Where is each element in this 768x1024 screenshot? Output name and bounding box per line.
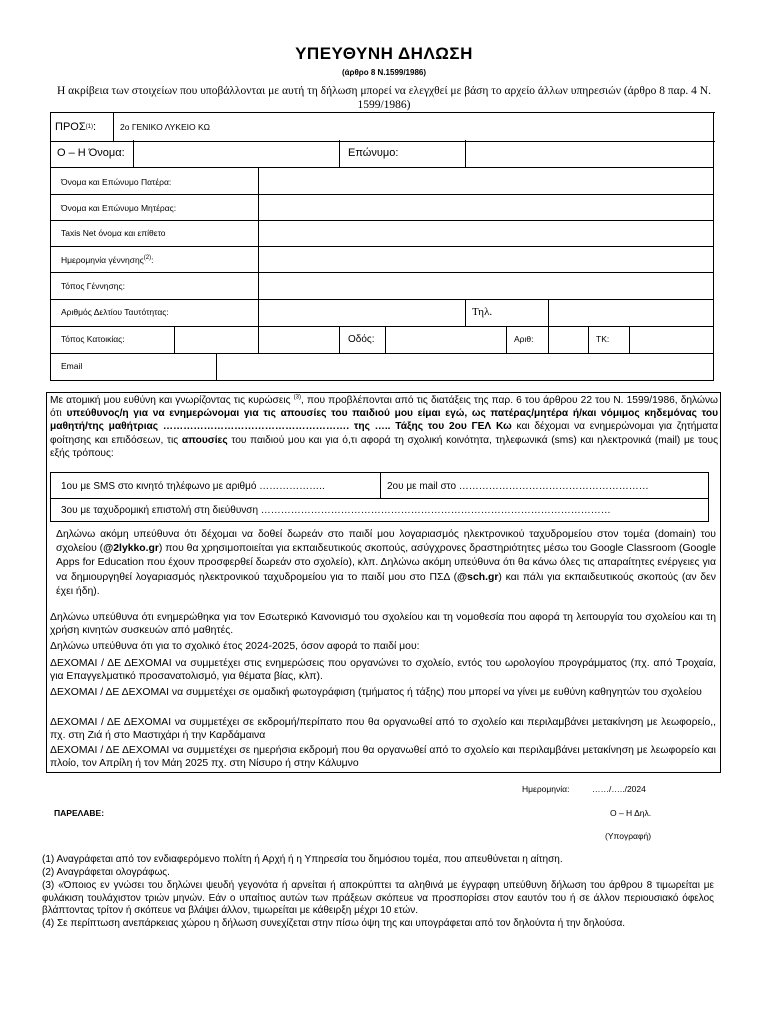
- contact-sms[interactable]: 1ου με SMS στο κινητό τηλέφωνο με αριθμό ………………..: [61, 481, 325, 492]
- footnote-4: (4) Σε περίπτωση ανεπάρκειας χώρου η δήλωση συνεχίζεται στην πίσω όψη της και υπογράφεται από τον δηλούντα ή την δηλούσα.: [42, 918, 626, 929]
- details-block: [50, 168, 714, 381]
- residence-input[interactable]: [175, 327, 339, 353]
- contact-methods-box: [50, 472, 709, 522]
- year-statement: Δηλώνω υπεύθυνα ότι για το σχολικό έτος 2024-2025, όσον αφορά το παιδί μου:: [50, 641, 420, 652]
- bottom-border-line: [46, 772, 721, 773]
- surname-input[interactable]: [466, 140, 714, 167]
- pros-label: ΠΡΟΣ (1) :: [51, 113, 114, 141]
- birthdate-label: Ημερομηνία γέννησης$^{(2)}$:: [61, 255, 154, 265]
- phone-input[interactable]: [549, 300, 714, 326]
- contact-post[interactable]: 3ου με ταχυδρομική επιστολή στη διεύθυνση ……………………………………………………………………………………………: [61, 505, 611, 516]
- street-input[interactable]: [386, 327, 506, 353]
- name-row: [50, 140, 714, 168]
- birthplace-input[interactable]: [259, 273, 714, 299]
- page-subtitle: (άρθρο 8 Ν.1599/1986): [341, 68, 427, 77]
- father-label: Όνομα και Επώνυμο Πατέρα:: [61, 177, 172, 187]
- signature-label[interactable]: (Υπογραφή): [605, 831, 652, 841]
- tk-label: ΤΚ:: [596, 334, 610, 344]
- taxis-label: Taxis Net όνομα και επίθετο: [61, 228, 166, 238]
- intro-text: Η ακρίβεια των στοιχείων που υποβάλλονται με αυτή τη δήλωση μπορεί να ελεγχθεί με βάση το αρχείο άλλων υπηρεσιών (άρθρο 8 παρ. 4 Ν. 1599/1986): [57, 85, 711, 111]
- top-border-line: [46, 392, 721, 393]
- consent-day-trip[interactable]: ΔΕΧΟΜΑΙ / ΔΕ ΔΕΧΟΜΑΙ να συμμετέχει σε ημερήσια εκδρομή που θα οργανωθεί από το σχολείο και περιλαμβάνει μετακίνηση με λεωφορείο και πλοίο, τον Απρίλη ή τον Μάη 2025 πχ. στη Νίσυρο ή στην Κάλυμνο: [50, 745, 716, 770]
- contact-mail[interactable]: 2ου με mail στο …………………………………………………: [387, 481, 649, 492]
- email-account-paragraph: Δηλώνω ακόμη υπεύθυνα ότι δέχομαι να δοθεί δωρεάν στο παιδί μου λογαριασμός ηλεκτρονικού ταχυδρομείου στον τομέα (domain) του σχολείου (@2lykko.gr) που θα χρησιμοποιείται για εκπαιδευτικούς σκοπούς, ασύγχρονες δραστηριότητες μέσω του Google Classroom (Google Apps for Education που έχουν προσφερθεί δωρεάν στο σχολείο), κλπ. Δηλώνω ακόμη υπεύθυνα ότι θα κάνω όλες τις απαραίτητες ενέργειες για να δημιουργηθεί λογαριασμός ηλεκτρονικού ταχυδρομείου για το παιδί μου στο ΠΣΔ (@sch.gr) και πάλι για εκπαιδευτικούς σκοπούς (αν δεν έχει ήδη).: [56, 529, 716, 597]
- received-label: ΠΑΡΕΛΑΒΕ:: [54, 808, 105, 818]
- father-input[interactable]: [259, 168, 714, 194]
- rules-statement: Δηλώνω υπεύθυνα ότι ενημερώθηκα για τον Εσωτερικό Κανονισμό του σχολείου και τη νομοθεσία που αφορά τη λειτουργία του σχολείου και τη χρήση κινητών συσκευών από μαθητές.: [50, 612, 716, 637]
- birthdate-input[interactable]: [259, 247, 714, 272]
- phone-label: Τηλ.: [472, 306, 493, 318]
- pros-value-field[interactable]: 2ο ΓΕΝΙΚΟ ΛΥΚΕΙΟ ΚΩ: [120, 122, 210, 132]
- page-title: ΥΠΕΥΘΥΝΗ ΔΗΛΩΣΗ: [295, 44, 473, 63]
- consent-photo[interactable]: ΔΕΧΟΜΑΙ / ΔΕ ΔΕΧΟΜΑΙ να συμμετέχει σε ομαδική φωτογράφιση (τμήματος ή τάξης) που μπορεί να γίνει με ευθύνη καθηγητών του σχολείου: [50, 687, 702, 698]
- consent-excursion[interactable]: ΔΕΧΟΜΑΙ / ΔΕ ΔΕΧΟΜΑΙ να συμμετέχει σε εκδρομή/περίπατο που θα οργανωθεί από το σχολείο και περιλαμβάνει μετακίνηση με λεωφορείο,, πχ. στη Ζιά ή στο Μαστιχάρι ή την Καρδάμαινα: [50, 717, 716, 742]
- declarant-label: Ο – Η Δηλ.: [610, 808, 652, 818]
- residence-label: Τόπος Κατοικίας:: [61, 334, 125, 344]
- footnote-3: (3) «Όποιος εν γνώσει του δηλώνει ψευδή γεγονότα ή αρνείται ή αποκρύπτει τα αληθινά με έγγραφη υπεύθυνη δήλωση του άρθρου 8 τιμωρείται με φυλάκιση τουλάχιστον τριών μηνών. Εάν ο υπαίτιος αυτών των πράξεων σκόπευε να προσπορίσει στον εαυτόν του ή σε άλλον περιουσιακό όφελος βλάπτοντας τρίτον ή σκόπευε να βλάψει άλλον, τιμωρείται με κάθειρξη μέχρι 10 ετών.: [42, 880, 714, 916]
- footnote-1: (1) Αναγράφεται από τον ενδιαφερόμενο πολίτη ή Αρχή ή η Υπηρεσία του δημόσιου τομέα, που απευθύνεται η αίτηση.: [42, 854, 563, 865]
- right-border-line: [720, 392, 721, 773]
- tk-input[interactable]: [630, 327, 714, 353]
- surname-label: Επώνυμο:: [348, 147, 399, 159]
- number-label: Αριθ:: [514, 334, 534, 344]
- email-input[interactable]: [217, 354, 714, 380]
- date-value[interactable]: ……/…../2024: [592, 784, 646, 794]
- declarant-form: [50, 112, 714, 142]
- street-label: Οδός:: [348, 334, 375, 345]
- taxis-input[interactable]: [259, 221, 714, 246]
- mother-input[interactable]: [259, 195, 714, 220]
- pros-row: [51, 113, 714, 142]
- left-border-line: [46, 392, 47, 773]
- declaration-paragraph: Με ατομική μου ευθύνη και γνωρίζοντας τις κυρώσεις $^{(3)}$, που προβλέπονται από τις διατάξεις της παρ. 6 του άρθρου 22 του Ν. 1599/1986, δηλώνω ότι υπεύθυνος/η για να ενημερώνομαι για τις απουσίες του παιδιού μου είμαι εγώ, ως πατέρας/μητέρα ή/και νόμιμος κηδεμόνας του μαθητή/της μαθήτριας ………………………………………………. της ….. Τάξης του 2ου ΓΕΛ Κω και δέχομαι να ενημερώνομαι για ζητήματα φοίτησης και επιδόσεων, τις απουσίες του παιδιού μου και για ό,τι αφορά τη σχολική κοινότητα, τηλεφωνικά (sms) και ηλεκτρονικά (mail) με τους εξής τρόπους:: [50, 394, 719, 459]
- mother-label: Όνομα και Επώνυμο Μητέρας:: [61, 203, 177, 213]
- date-label: Ημερομηνία:: [522, 784, 570, 794]
- birthplace-label: Τόπος Γέννησης:: [61, 281, 125, 291]
- name-label: Ο – Η Όνομα:: [57, 147, 125, 159]
- consent-briefings[interactable]: ΔΕΧΟΜΑΙ / ΔΕ ΔΕΧΟΜΑΙ να συμμετέχει στις ενημερώσεις που οργανώνει το σχολείο, εντός του ωρολογίου προγράμματος (πχ. από Τροχαία, για Επαγγελματικό προσανατολισμό, για θέματα βίας, κλπ).: [50, 658, 716, 683]
- id-input[interactable]: [259, 300, 464, 326]
- email-label: Email: [61, 361, 83, 371]
- footnote-2: (2) Αναγράφεται ολογράφως.: [42, 867, 170, 878]
- id-label: Αριθμός Δελτίου Ταυτότητας:: [61, 307, 169, 317]
